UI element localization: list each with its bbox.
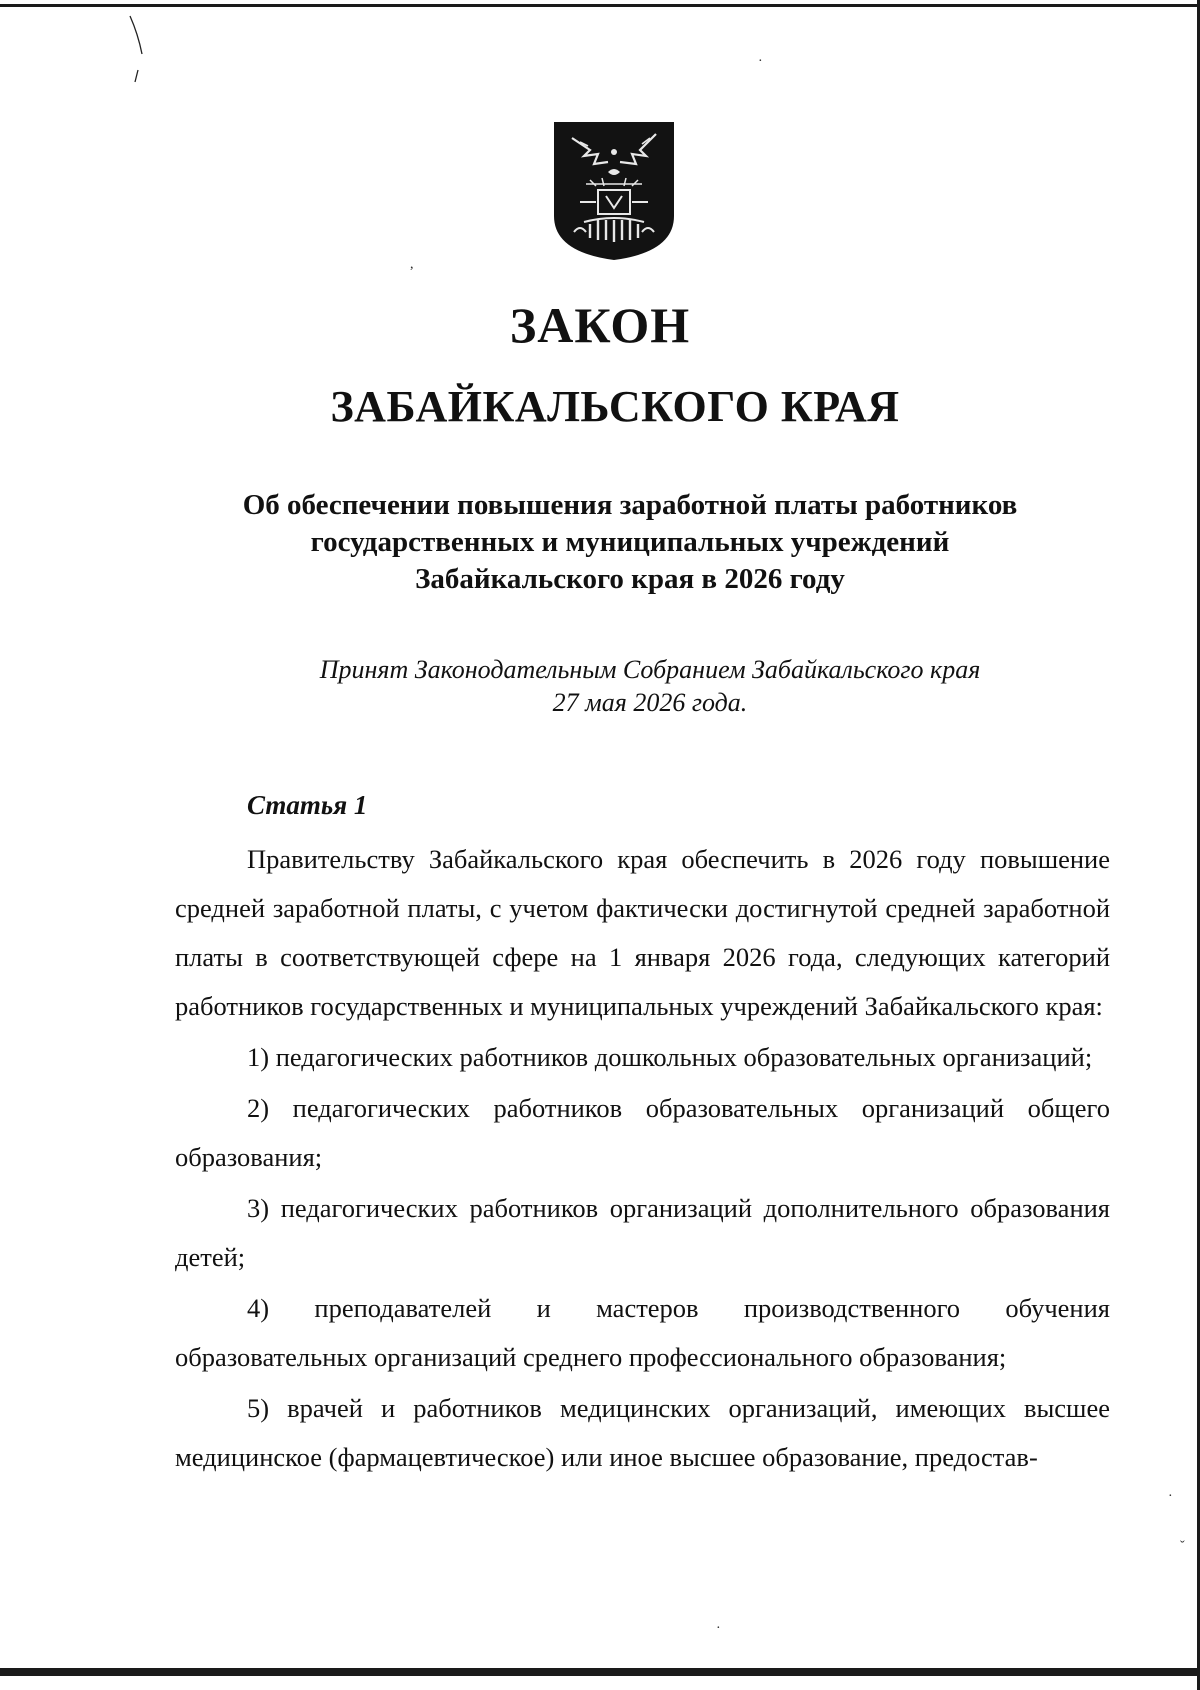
scan-speck: ˇ: [1180, 1539, 1185, 1554]
scan-speck: ,: [410, 257, 414, 272]
scan-speck: ·: [716, 1621, 721, 1636]
article-list-item: 5) врачей и работников медицинских организаций, имеющих высшее медицинское (фармацевтическое) или иное высшее образование, предостав-: [175, 1393, 1110, 1472]
article-paragraph: Правительству Забайкальского края обеспечить в 2026 году повышение средней заработной платы, с учетом фактически достигнутой средней заработной платы в соответствующей сфере на 1 января 2026 года, следующих категорий работников государственных и муниципальных учреждений Забайкальского края:: [175, 844, 1110, 1021]
article-heading: Статья 1: [247, 790, 368, 820]
adoption-note-line: 27 мая 2026 года.: [552, 688, 748, 717]
law-region: ЗАБАЙКАЛЬСКОГО КРАЯ: [330, 382, 900, 431]
article-body: [175, 835, 1110, 1484]
scan-frame-bottom: [0, 1668, 1200, 1676]
law-title: ЗАКОН: [509, 297, 691, 353]
article-list-item: 4) преподавателей и мастеров производственного обучения образовательных организаций среднего профессионального образования;: [175, 1293, 1110, 1372]
article-list-item: 3) педагогических работников организаций дополнительного образования детей;: [175, 1193, 1110, 1272]
law-subject-line: государственных и муниципальных учреждений: [310, 526, 950, 558]
scan-speck: ·: [758, 54, 763, 69]
article-list-item: 1) педагогических работников дошкольных образовательных организаций;: [247, 1042, 1093, 1072]
law-subject-line: Забайкальского края в 2026 году: [415, 563, 845, 595]
scan-frame-top: [0, 4, 1200, 7]
article-list-item: 2) педагогических работников образовательных организаций общего образования;: [175, 1093, 1110, 1172]
scan-speck: ·: [1168, 1489, 1173, 1504]
coat-of-arms-icon: [550, 120, 678, 262]
law-subject: [180, 487, 1080, 598]
law-subject-line: Об обеспечении повышения заработной платы работников: [242, 489, 1018, 521]
adoption-note: [200, 653, 1100, 719]
scan-corner-mark: [128, 14, 148, 84]
adoption-note-line: Принят Законодательным Собранием Забайкальского края: [319, 655, 981, 684]
